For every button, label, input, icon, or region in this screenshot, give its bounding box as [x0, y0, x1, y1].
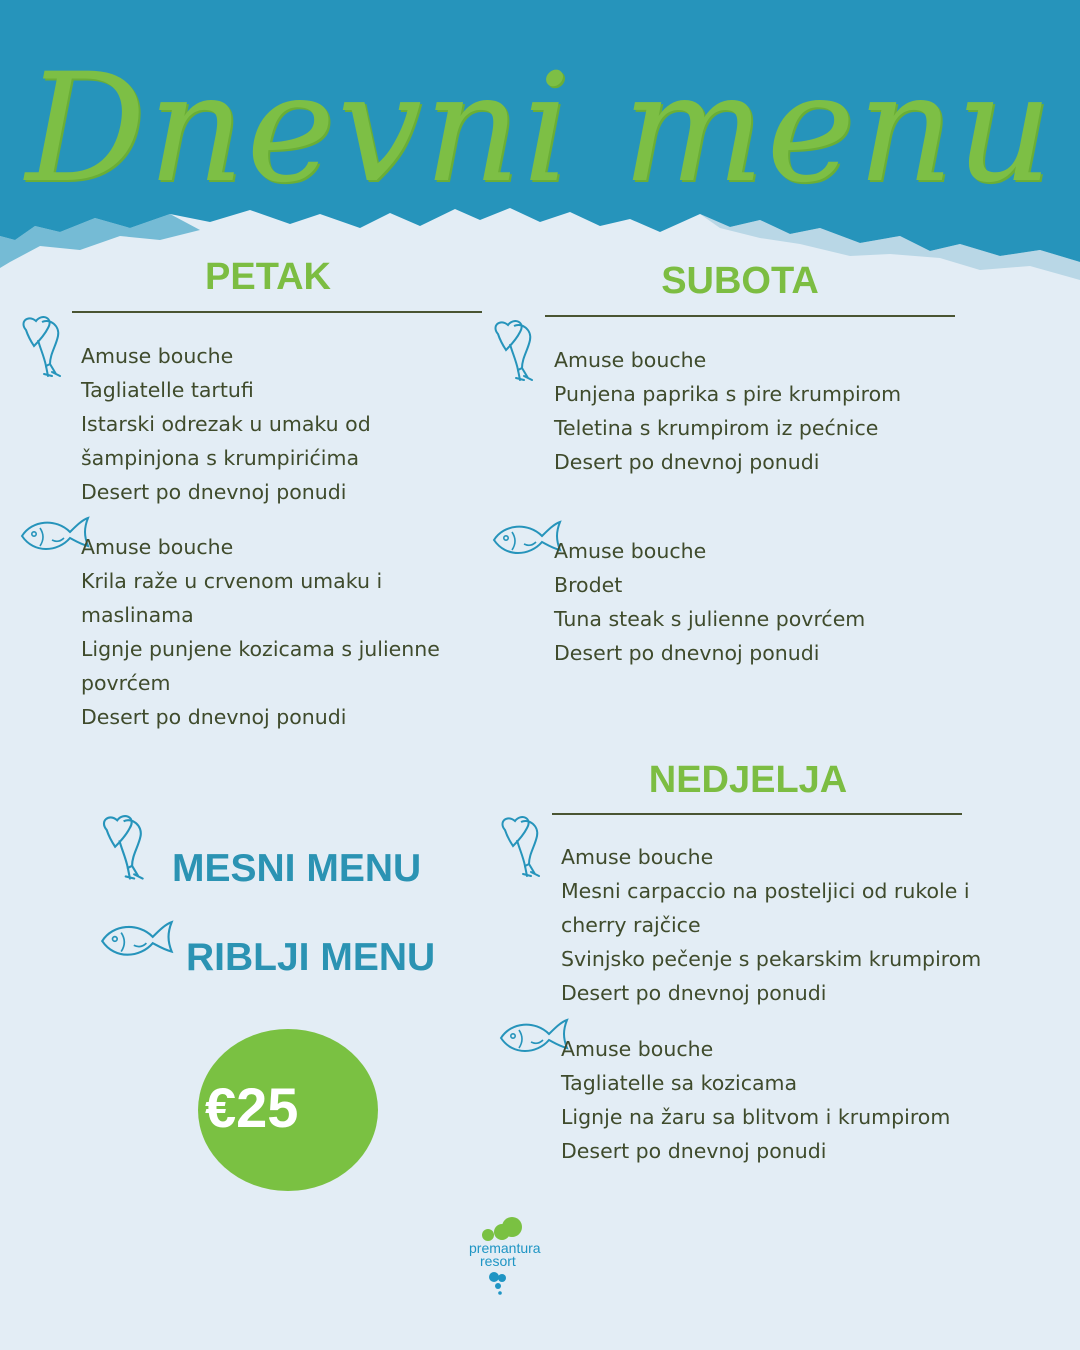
list-item: Desert po dnevnoj ponudi — [561, 1139, 827, 1163]
list-item: cherry rajčice — [561, 913, 701, 937]
legend-fish-label: RIBLJI MENU — [186, 936, 436, 979]
list-item: Desert po dnevnoj ponudi — [81, 705, 347, 729]
day-title-nedjelja: NEDJELJA — [648, 759, 848, 801]
meat-icon — [16, 316, 82, 384]
list-item: Desert po dnevnoj ponudi — [554, 641, 820, 665]
list-item: Lignje na žaru sa blitvom i krumpirom — [561, 1105, 951, 1129]
list-item: šampinjona s krumpirićima — [81, 446, 360, 470]
list-item: Desert po dnevnoj ponudi — [561, 981, 827, 1005]
list-item: Lignje punjene kozicama s julienne — [81, 637, 440, 661]
list-item: Tagliatelle sa kozicama — [561, 1071, 798, 1095]
meat-icon — [96, 815, 166, 887]
legend-meat-label: MESNI MENU — [172, 847, 422, 890]
menu-list-subota-fish — [554, 534, 994, 670]
list-item: Mesni carpaccio na posteljici od rukole i — [561, 879, 970, 903]
list-item: Desert po dnevnoj ponudi — [554, 450, 820, 474]
fish-icon — [98, 913, 178, 967]
list-item: Amuse bouche — [561, 1037, 714, 1061]
menu-list-nedjelja-meat — [561, 840, 1021, 1010]
meat-icon — [488, 320, 554, 388]
list-item: Amuse bouche — [81, 344, 234, 368]
list-item: Svinjsko pečenje s pekarskim krumpirom — [561, 947, 982, 971]
list-item: Amuse bouche — [561, 845, 714, 869]
price-value: €25 — [205, 1076, 299, 1139]
page-title: Dnevni menu — [25, 42, 1055, 216]
list-item: Krila raže u crvenom umaku i — [81, 569, 383, 593]
divider-subota — [545, 315, 955, 317]
divider-petak — [72, 311, 482, 313]
menu-list-petak-meat — [81, 339, 501, 509]
logo-text-premantura: premantura — [469, 1240, 541, 1256]
list-item: Istarski odrezak u umaku od — [81, 412, 371, 436]
list-item: povrćem — [81, 671, 171, 695]
divider-nedjelja — [552, 813, 962, 815]
menu-list-subota-meat — [554, 343, 994, 479]
list-item: Desert po dnevnoj ponudi — [81, 480, 347, 504]
day-title-subota: SUBOTA — [661, 260, 819, 302]
logo-text-resort: resort — [480, 1253, 516, 1269]
menu-list-petak-fish — [81, 530, 501, 734]
menu-list-nedjelja-fish — [561, 1032, 1021, 1168]
meat-icon — [495, 816, 561, 884]
list-item: Tagliatelle tartufi — [81, 378, 254, 402]
list-item: Teletina s krumpirom iz pećnice — [554, 416, 879, 440]
list-item: Tuna steak s julienne povrćem — [554, 607, 866, 631]
list-item: Amuse bouche — [554, 539, 707, 563]
list-item: Punjena paprika s pire krumpirom — [554, 382, 902, 406]
list-item: Brodet — [554, 573, 623, 597]
day-title-petak: PETAK — [205, 256, 331, 298]
list-item: Amuse bouche — [81, 535, 234, 559]
list-item: maslinama — [81, 603, 194, 627]
list-item: Amuse bouche — [554, 348, 707, 372]
